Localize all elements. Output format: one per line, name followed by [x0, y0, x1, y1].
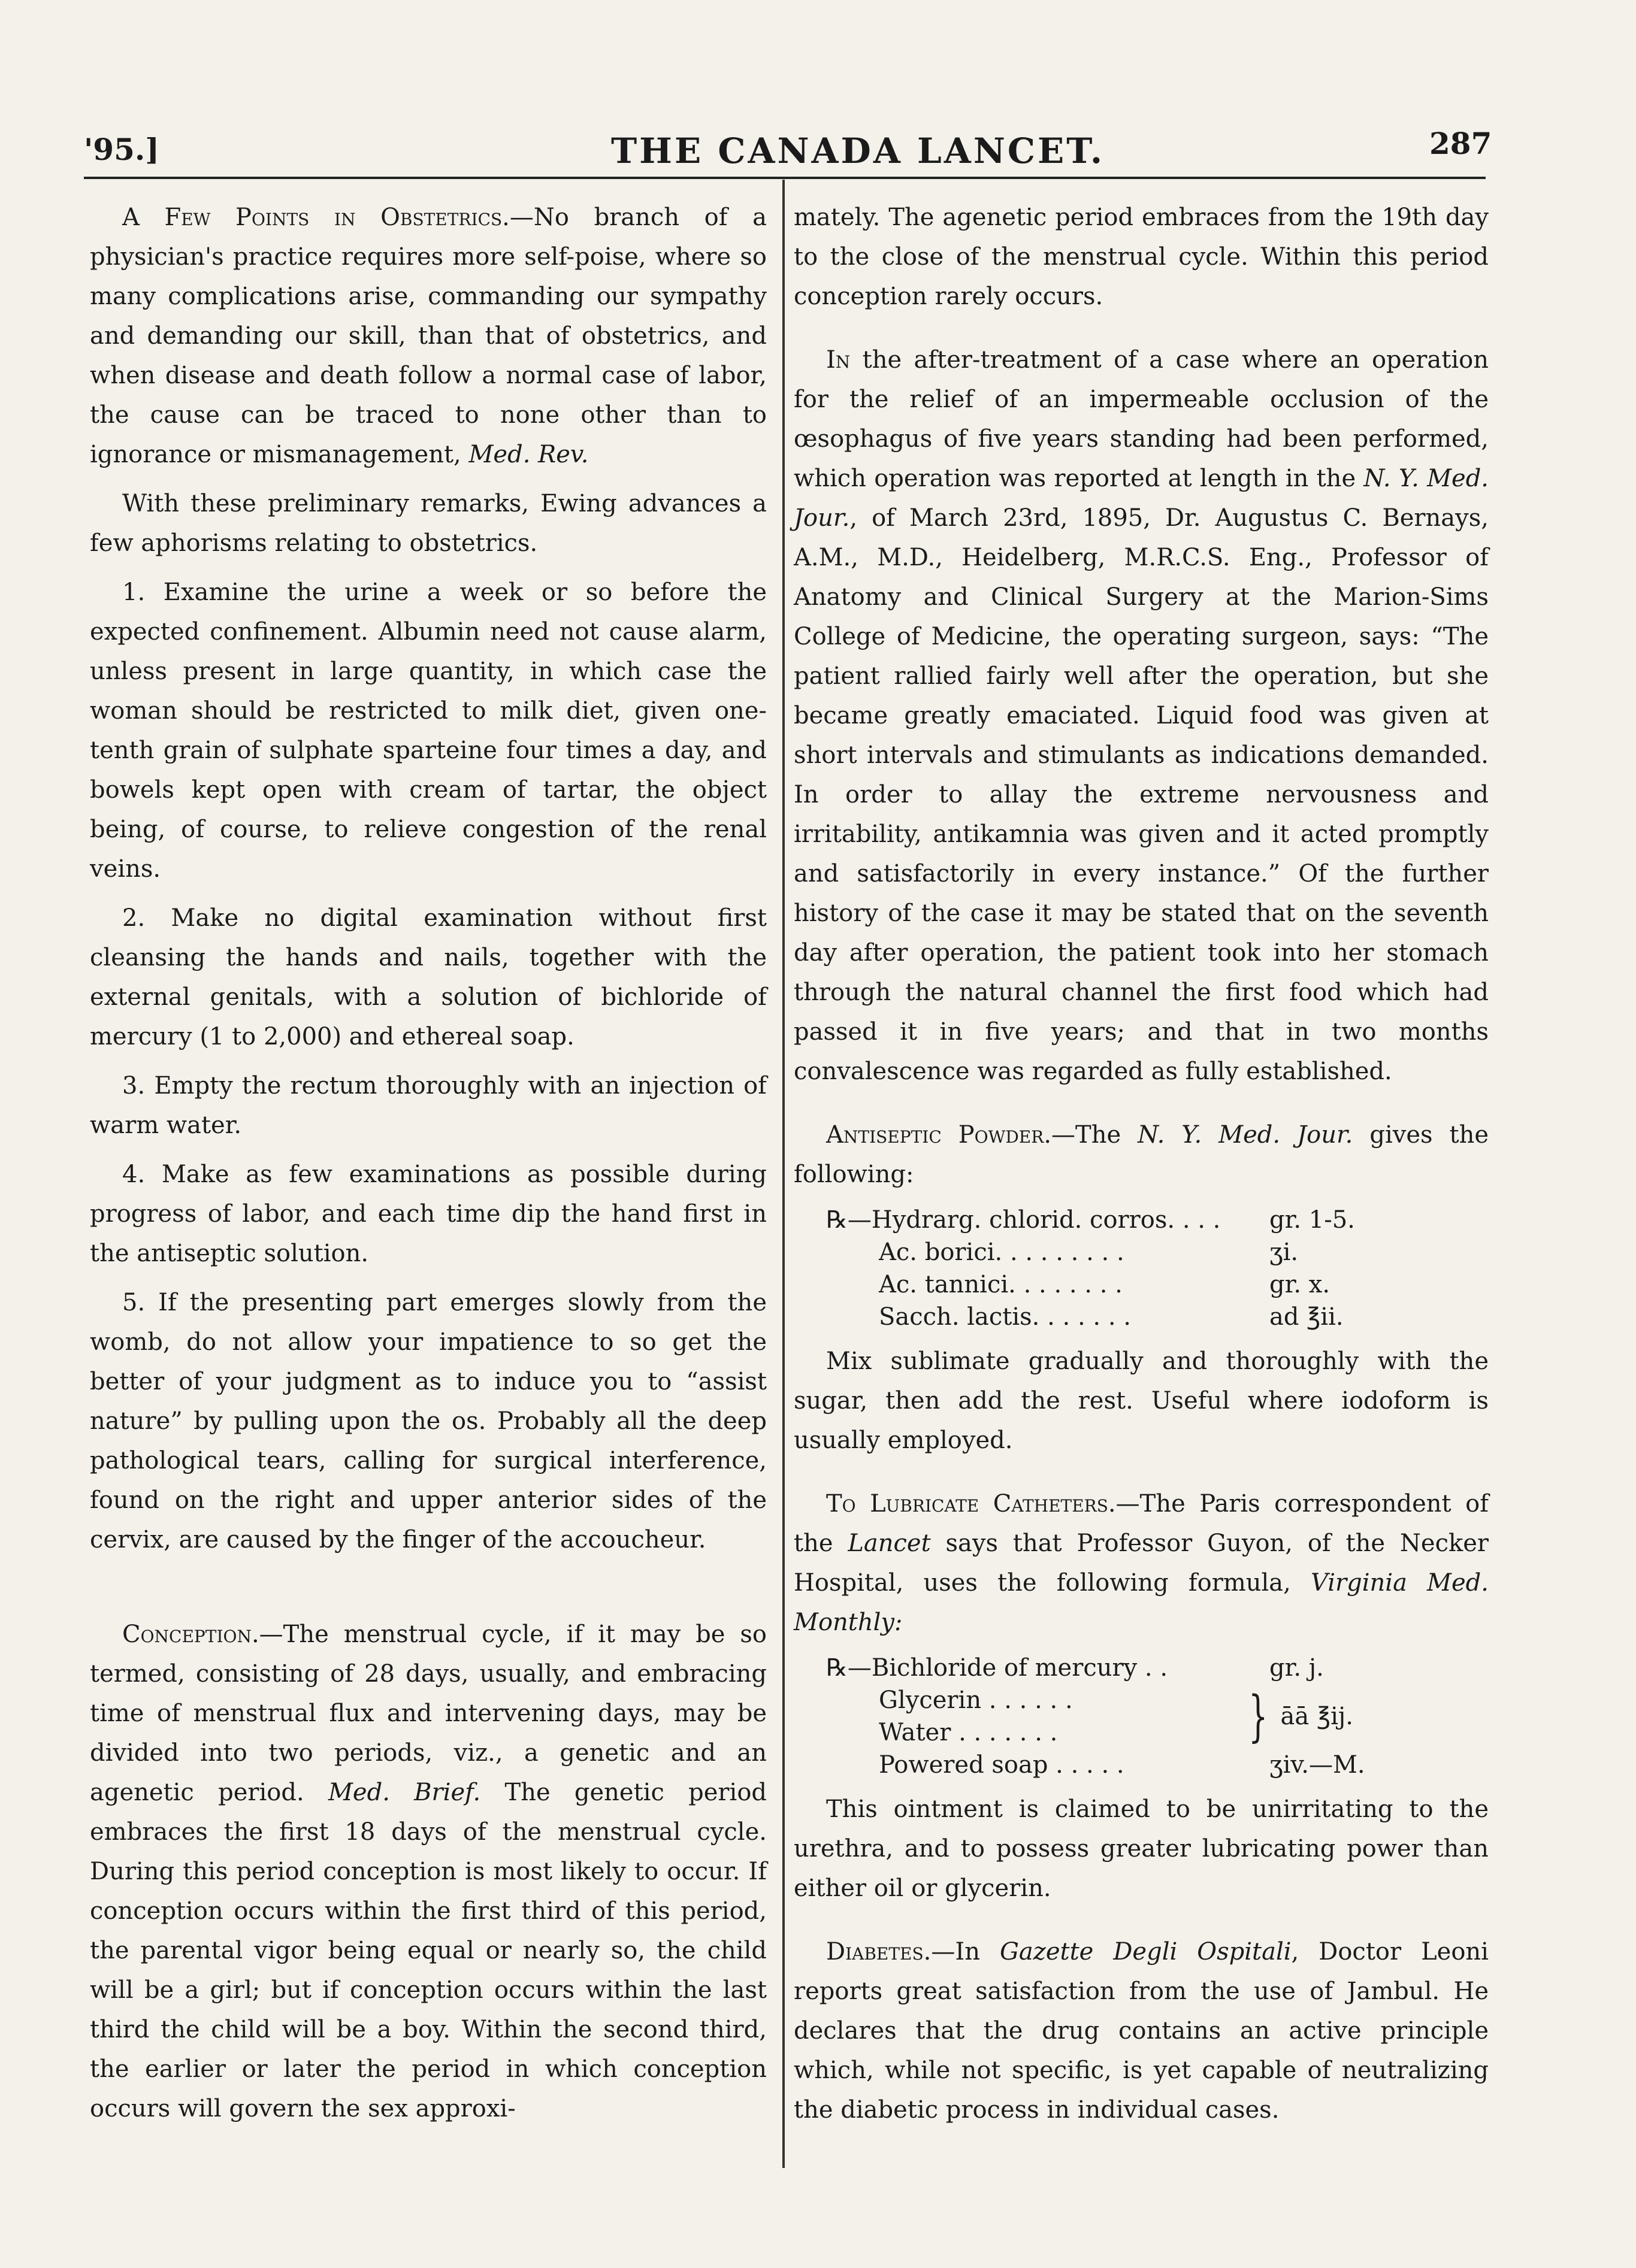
- antiseptic-prescription: [826, 1204, 1489, 1333]
- brace-glyph: }: [1248, 1684, 1268, 1748]
- conception-source: Med. Brief.: [328, 1779, 481, 1806]
- rx-ingredient: ℞—Bichloride of mercury . .: [826, 1654, 1168, 1682]
- aphorism-3: 3. Empty the rectum thoroughly with an injection of warm water.: [90, 1072, 767, 1139]
- column-rule: [782, 180, 785, 2168]
- rx-dose: gr. j.: [1269, 1654, 1324, 1682]
- rx-ingredient: Ac. tannici. . . . . . . .: [879, 1271, 1123, 1298]
- oesophagus-paragraph: [794, 340, 1489, 1091]
- conception-heading: Conception.: [122, 1621, 259, 1648]
- catheter-prescription: [826, 1652, 1489, 1781]
- rx-row: [826, 1749, 1489, 1781]
- rx-dose: ʒi.: [1269, 1239, 1299, 1266]
- obstetrics-source: Med. Rev.: [468, 441, 589, 468]
- obstetrics-heading: A Few Points in Obstetrics.: [122, 204, 510, 231]
- rx-row: [826, 1652, 1489, 1684]
- rx-ingredient: ℞—Hydrarg. chlorid. corros. . . .: [826, 1206, 1221, 1234]
- conception-text-b: The genetic period embraces the first 18 days of the menstrual cycle. During this period conception is most likely to occur. If conception occurs within the first third of this period, the parental vigor being equal or nearly so, the child will be a girl; but if conception occurs within the last third the child will be a boy. Within the second third, the earlier or later the period in which conception occurs will govern the sex approxi-: [90, 1779, 767, 2122]
- rx-dose: ʒiv.—M.: [1269, 1751, 1365, 1779]
- diabetes-text-b: , Doctor Leoni reports great satisfaction from the use of Jambul. He declares that the drug contains an active principle which, while not specific, is yet capable of neutralizing the diabetic process in individual cases.: [794, 1938, 1489, 2124]
- rx-ingredient: Powered soap . . . . .: [879, 1751, 1124, 1779]
- catheters-paragraph: [794, 1484, 1489, 1642]
- header-volume: '95.]: [84, 132, 159, 167]
- catheters-source: Virginia Med. Monthly:: [794, 1569, 1489, 1636]
- aphorism-5: 5. If the presenting part emerges slowly from the womb, do not allow your impatience to so get the better of your judgment as to induce you to “assist nature” by pulling upon the os. Probably all the deep pathological tears, calling for surgical interference, found on the right and upper anterior sides of the cervix, are caused by the finger of the accoucheur.: [90, 1289, 767, 1554]
- rx-dose: gr. 1-5.: [1269, 1206, 1355, 1234]
- oesophagus-text-a: the after-treatment of a case where an operation for the relief of an impermeable occlusion of the œsophagus of five years standing had been performed, which operation was reported at length in the: [794, 346, 1489, 492]
- catheters-text-a: —The Paris correspondent of the: [794, 1490, 1489, 1557]
- conception-paragraph: [90, 1615, 767, 2128]
- rx-dose: gr. x.: [1269, 1271, 1330, 1298]
- diabetes-text-a: —In: [931, 1938, 980, 1966]
- rx-group-names: [826, 1684, 1241, 1749]
- oesophagus-journal: N. Y. Med. Jour.: [794, 465, 1489, 532]
- left-column: [90, 198, 767, 2138]
- diabetes-journal: Gazette Degli Ospitali: [999, 1938, 1292, 1966]
- aphorism-4: 4. Make as few examinations as possible during progress of labor, and each time dip the hand first in the antiseptic solution.: [90, 1161, 767, 1267]
- rx-ingredient: Ac. borici. . . . . . . . .: [879, 1239, 1124, 1266]
- aphorism-2: 2. Make no digital examination without first cleansing the hands and nails, together with the external genitals, with a solution of bichloride of mercury (1 to 2,000) and ethereal soap.: [90, 904, 767, 1050]
- catheters-text-b: says that Professor Guyon, of the Necker Hospital, uses the following formula,: [794, 1530, 1489, 1597]
- rx-group: [826, 1684, 1489, 1749]
- obstetrics-intro: With these preliminary remarks, Ewing advances a few aphorisms relating to obstetrics.: [90, 490, 767, 557]
- obstetrics-text: —No branch of a physician's practice requires more self-poise, where so many complications arise, commanding our sympathy and demanding our skill, than that of obstetrics, and when disease and death follow a normal case of labor, the cause can be traced to none other than to ignorance or mismanagement,: [90, 204, 767, 468]
- obstetrics-paragraph: [90, 198, 767, 474]
- oesophagus-lead: In: [826, 346, 851, 374]
- header-journal-title: THE CANADA LANCET.: [611, 131, 1105, 171]
- rx-row: [826, 1204, 1489, 1236]
- rx-row: [826, 1236, 1489, 1268]
- antiseptic-text-a: —The: [1051, 1121, 1121, 1149]
- header-page-number: 287: [1429, 126, 1492, 161]
- diabetes-heading: Diabetes.: [826, 1938, 932, 1966]
- rx-ingredient: Water . . . . . . .: [879, 1719, 1058, 1746]
- aphorism-1: 1. Examine the urine a week or so before the expected confinement. Albumin need not cause alarm, unless present in large quantity, in which case the woman should be restricted to milk diet, given one-tenth grain of sulphate sparteine four times a day, and bowels kept open with cream of tartar, the object being, of course, to relieve congestion of the renal veins.: [90, 579, 767, 883]
- antiseptic-heading: Antiseptic Powder.: [826, 1121, 1052, 1149]
- diabetes-paragraph: [794, 1932, 1489, 2130]
- header-rule: [84, 177, 1486, 179]
- oesophagus-text-b: , of March 23rd, 1895, Dr. Augustus C. Bernays, A.M., M.D., Heidelberg, M.R.C.S. Eng., Professor of Anatomy and Clinical Surgery at the Marion-Sims College of Medicine, the operating surgeon, says: “The patient rallied fairly well after the operation, but she became greatly emaciated. Liquid food was given at short intervals and stimulants as indications demanded. In order to allay the extreme nervousness and irritability, antikamnia was given and it acted promptly and satisfactorily in every instance.” Of the further history of the case it may be stated that on the seventh day after operation, the patient took into her stomach through the natural channel the first food which had passed it in five years; and that in two months convalescence was regarded as fully established.: [794, 504, 1489, 1085]
- rx-dose: ad ℥ii.: [1269, 1303, 1344, 1331]
- antiseptic-text-b: gives the following:: [794, 1121, 1489, 1188]
- right-column: [794, 198, 1489, 2139]
- rx-row: [826, 1301, 1489, 1333]
- antiseptic-journal: N. Y. Med. Jour.: [1138, 1121, 1353, 1149]
- catheters-journal: Lancet: [848, 1530, 931, 1557]
- rx-row: [826, 1268, 1489, 1301]
- rx-ingredient: Glycerin . . . . . .: [879, 1686, 1073, 1714]
- catheters-heading: To Lubricate Catheters.: [826, 1490, 1116, 1518]
- catheters-after: This ointment is claimed to be unirritating to the urethra, and to possess greater lubricating power than either oil or glycerin.: [794, 1795, 1489, 1902]
- rx-dose: āā ℥ij.: [1280, 1703, 1353, 1730]
- antiseptic-paragraph: [794, 1115, 1489, 1194]
- rx-ingredient: Sacch. lactis. . . . . . .: [879, 1303, 1131, 1331]
- conception-text-a: —The menstrual cycle, if it may be so termed, consisting of 28 days, usually, and embracing time of menstrual flux and intervening days, may be divided into two periods, viz., a genetic and an agenetic period.: [90, 1621, 767, 1806]
- conception-continuation: mately. The agenetic period embraces from the 19th day to the close of the menstrual cycle. Within this period conception rarely occurs.: [794, 204, 1489, 310]
- antiseptic-after: Mix sublimate gradually and thoroughly with the sugar, then add the rest. Useful where iodoform is usually employed.: [794, 1348, 1489, 1454]
